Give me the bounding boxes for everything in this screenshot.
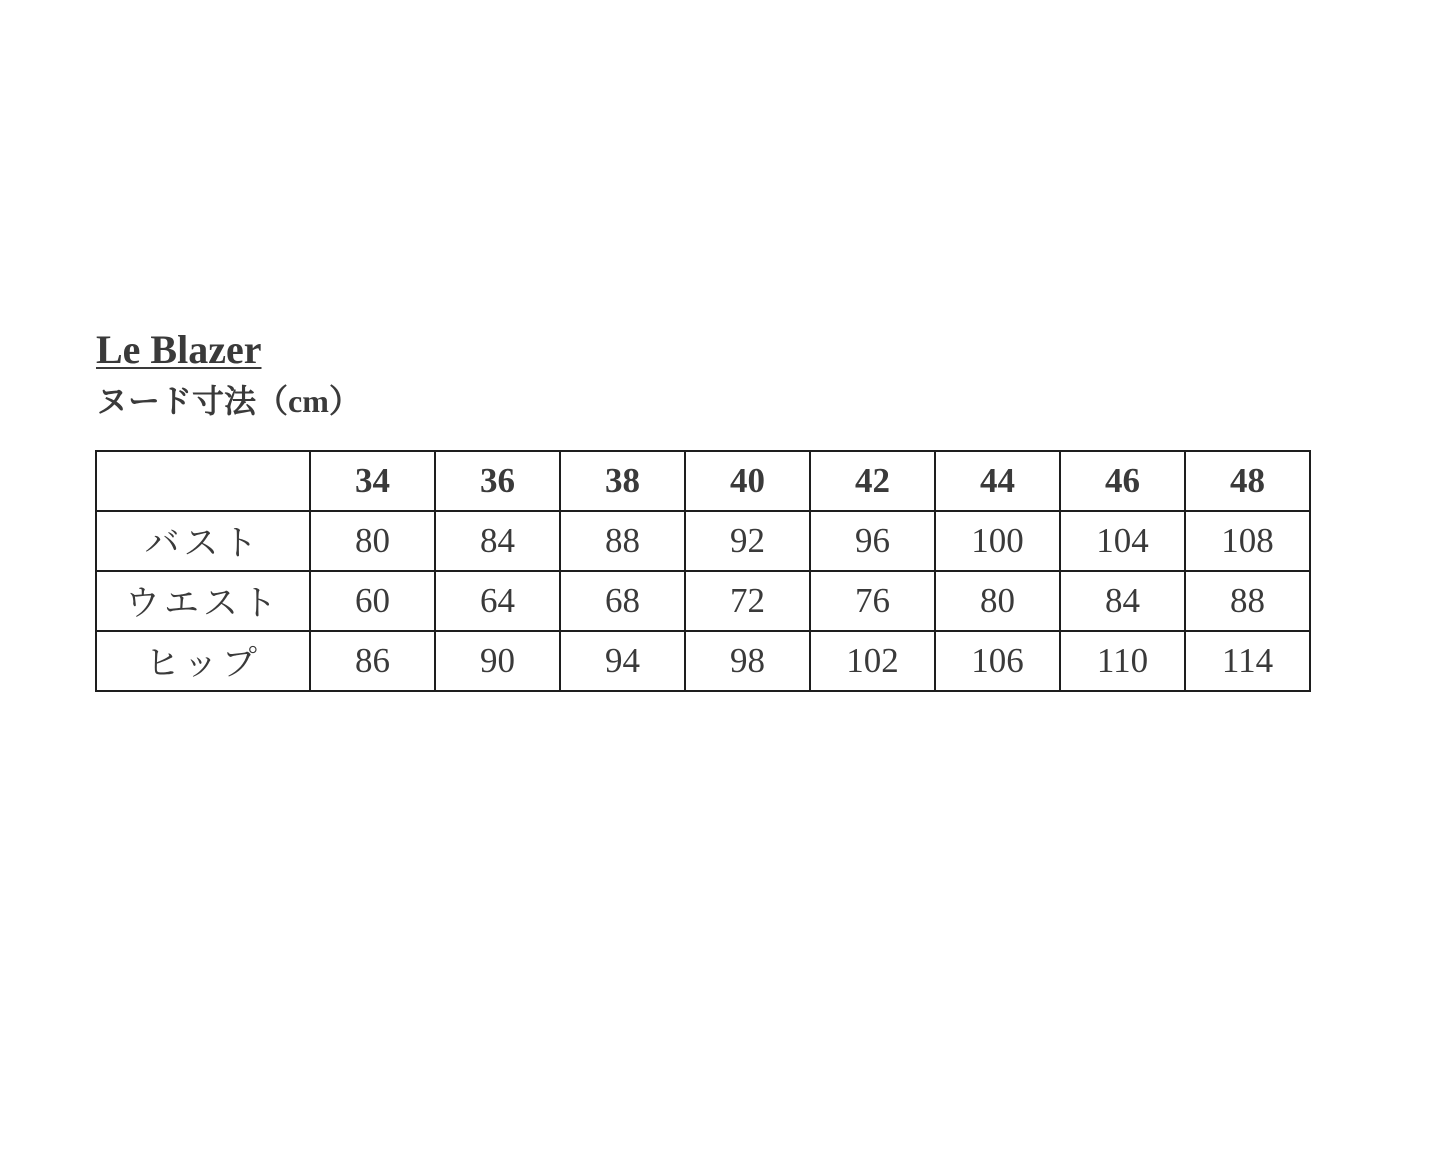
row-label: ヒップ	[96, 631, 310, 691]
table-row-hip	[96, 631, 1310, 691]
value-cell: 92	[685, 511, 810, 571]
size-header: 36	[435, 451, 560, 511]
value-cell: 68	[560, 571, 685, 631]
table-row-bust	[96, 511, 1310, 571]
value-cell: 72	[685, 571, 810, 631]
value-cell: 106	[935, 631, 1060, 691]
size-header: 42	[810, 451, 935, 511]
value-cell: 108	[1185, 511, 1310, 571]
row-label: ウエスト	[96, 571, 310, 631]
value-cell: 84	[1060, 571, 1185, 631]
size-header: 40	[685, 451, 810, 511]
value-cell: 88	[560, 511, 685, 571]
value-cell: 96	[810, 511, 935, 571]
row-label: バスト	[96, 511, 310, 571]
value-cell: 104	[1060, 511, 1185, 571]
table-row-waist	[96, 571, 1310, 631]
value-cell: 100	[935, 511, 1060, 571]
value-cell: 98	[685, 631, 810, 691]
value-cell: 94	[560, 631, 685, 691]
value-cell: 86	[310, 631, 435, 691]
value-cell: 102	[810, 631, 935, 691]
size-header: 48	[1185, 451, 1310, 511]
value-cell: 90	[435, 631, 560, 691]
size-table	[95, 450, 1311, 692]
value-cell: 84	[435, 511, 560, 571]
document-subtitle: ヌード寸法（cm）	[96, 383, 361, 419]
value-cell: 110	[1060, 631, 1185, 691]
size-header: 38	[560, 451, 685, 511]
size-header: 46	[1060, 451, 1185, 511]
size-header: 44	[935, 451, 1060, 511]
value-cell: 88	[1185, 571, 1310, 631]
value-cell: 114	[1185, 631, 1310, 691]
value-cell: 60	[310, 571, 435, 631]
header-row	[96, 451, 1310, 511]
value-cell: 76	[810, 571, 935, 631]
size-header: 34	[310, 451, 435, 511]
value-cell: 64	[435, 571, 560, 631]
corner-cell	[96, 451, 310, 511]
document-title: Le Blazer	[96, 327, 262, 372]
value-cell: 80	[935, 571, 1060, 631]
value-cell: 80	[310, 511, 435, 571]
